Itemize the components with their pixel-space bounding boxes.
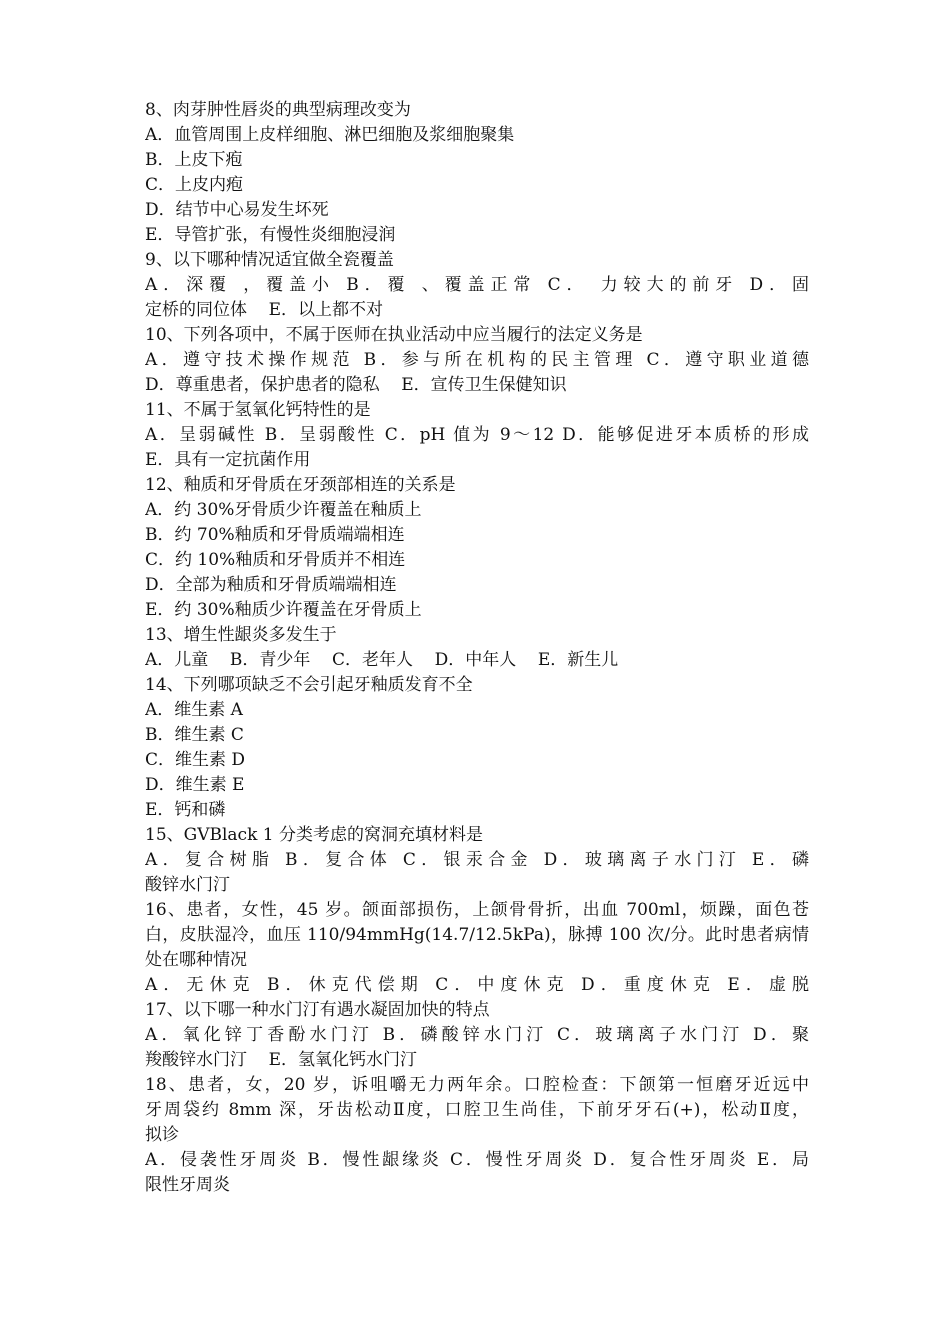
text-line: D．全部为釉质和牙骨质端端相连 xyxy=(145,575,397,595)
text-line: A．儿童 B．青少年 C．老年人 D．中年人 E．新生儿 xyxy=(145,650,619,670)
exam-questions-text xyxy=(145,98,809,1198)
text-line: C．维生素 D xyxy=(145,750,246,770)
text-line: 8、肉芽肿性唇炎的典型病理改变为 xyxy=(145,100,411,120)
text-line: 酸锌水门汀 xyxy=(145,875,230,895)
text-line: 10、下列各项中，不属于医师在执业活动中应当履行的法定义务是 xyxy=(145,325,643,345)
text-line: 14、下列哪项缺乏不会引起牙釉质发育不全 xyxy=(145,675,473,695)
text-line: C．约 10%釉质和牙骨质并不相连 xyxy=(145,550,406,570)
text-line: 13、增生性龈炎多发生于 xyxy=(145,625,337,645)
text-line: 白，皮肤湿冷，血压 110/94mmHg(14.7/12.5kPa)，脉搏 100 次/分。此时患者病情 xyxy=(145,925,809,945)
text-line: A．氧化锌丁香酚水门汀 B．磷酸锌水门汀 C．玻璃离子水门汀 D．聚 xyxy=(145,1025,809,1045)
text-line: A．侵袭性牙周炎 B．慢性龈缘炎 C．慢性牙周炎 D．复合性牙周炎 E．局 xyxy=(145,1150,809,1170)
text-line: C．上皮内疱 xyxy=(145,175,244,195)
text-line: E．具有一定抗菌作用 xyxy=(145,450,311,470)
text-line: 11、不属于氢氧化钙特性的是 xyxy=(145,400,371,420)
text-line: 拟诊 xyxy=(145,1125,179,1145)
text-line: 18、患者，女，20 岁，诉咀嚼无力两年余。口腔检查：下颌第一恒磨牙近远中 xyxy=(145,1075,809,1095)
text-line: B．上皮下疱 xyxy=(145,150,243,170)
text-line: 定桥的同位体 E．以上都不对 xyxy=(145,300,384,320)
text-line: 牙周袋约 8mm 深，牙齿松动Ⅱ度，口腔卫生尚佳，下前牙牙石(+)，松动Ⅱ度， xyxy=(145,1100,809,1120)
text-line: E．导管扩张，有慢性炎细胞浸润 xyxy=(145,225,396,245)
text-line: A．复合树脂 B．复合体 C．银汞合金 D．玻璃离子水门汀 E．磷 xyxy=(145,850,809,870)
text-line: 12、釉质和牙骨质在牙颈部相连的关系是 xyxy=(145,475,456,495)
text-line: A．血管周围上皮样细胞、淋巴细胞及浆细胞聚集 xyxy=(145,125,515,145)
text-line: A．维生素 A xyxy=(145,700,243,720)
text-line: 9、以下哪种情况适宜做全瓷覆盖 xyxy=(145,250,394,270)
text-line: 羧酸锌水门汀 E．氢氧化钙水门汀 xyxy=(145,1050,418,1070)
text-line: B．维生素 C xyxy=(145,725,244,745)
text-line: A．无休克 B．休克代偿期 C．中度休克 D．重度休克 E．虚脱 xyxy=(145,975,809,995)
text-line: 16、患者，女性，45 岁。颌面部损伤，上颌骨骨折，出血 700ml，烦躁，面色苍 xyxy=(145,900,809,920)
text-line: A．约 30%牙骨质少许覆盖在釉质上 xyxy=(145,500,422,520)
text-line: E．约 30%釉质少许覆盖在牙骨质上 xyxy=(145,600,422,620)
text-line: A．呈弱碱性 B．呈弱酸性 C．pH 值为 9～12 D．能够促进牙本质桥的形成 xyxy=(145,425,809,445)
text-line: B．约 70%釉质和牙骨质端端相连 xyxy=(145,525,405,545)
text-line: 17、以下哪一种水门汀有遇水凝固加快的特点 xyxy=(145,1000,490,1020)
text-line: 限性牙周炎 xyxy=(145,1175,230,1195)
text-line: E．钙和磷 xyxy=(145,800,226,820)
text-line: D．维生素 E xyxy=(145,775,245,795)
text-line: A．深覆 ，覆盖小 B．覆 、覆盖正常 C． 力较大的前牙 D．固 xyxy=(145,275,809,295)
text-line: D．尊重患者，保护患者的隐私 E．宣传卫生保健知识 xyxy=(145,375,567,395)
text-line: D．结节中心易发生坏死 xyxy=(145,200,329,220)
text-line: 15、GVBlack 1 分类考虑的窝洞充填材料是 xyxy=(145,825,483,845)
text-line: A．遵守技术操作规范 B．参与所在机构的民主管理 C．遵守职业道德 xyxy=(145,350,809,370)
text-line: 处在哪种情况 xyxy=(145,950,247,970)
